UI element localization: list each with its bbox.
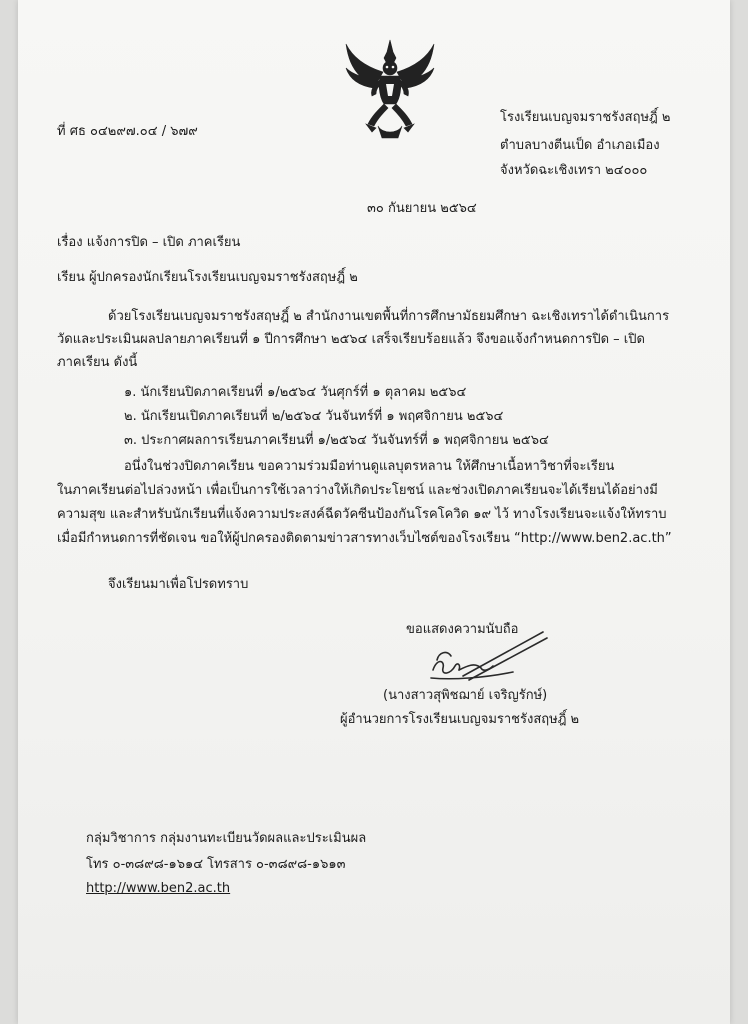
reference-number: ที่ ศธ ๐๔๒๙๗.๐๔ / ๖๗๙ [57, 124, 198, 139]
handwritten-signature [423, 630, 553, 690]
schedule-item: ๓. ประกาศผลการเรียนภาคเรียนที่ ๑/๒๕๖๔ วันจันทร์ที่ ๑ พฤศจิกายน ๒๕๖๔ [124, 433, 549, 448]
signatory-position: ผู้อำนวยการโรงเรียนเบญจมราชรังสฤษฎิ์ ๒ [340, 712, 580, 727]
letter-page [18, 0, 730, 1024]
address-line-2: จังหวัดฉะเชิงเทรา ๒๔๐๐๐ [500, 163, 648, 178]
paragraph-1-line: วัดและประเมินผลปลายภาคเรียนที่ ๑ ปีการศึกษา ๒๕๖๔ เสร็จเรียบร้อยแล้ว จึงขอแจ้งกำหนดการปิด – เปิด [57, 332, 645, 347]
schedule-item: ๑. นักเรียนปิดภาคเรียนที่ ๑/๒๕๖๔ วันศุกร์ที่ ๑ ตุลาคม ๒๕๖๔ [124, 385, 467, 400]
paragraph-1-line: ภาคเรียน ดังนี้ [57, 355, 138, 370]
address-line-1: ตำบลบางตีนเป็ด อำเภอเมือง [500, 138, 660, 153]
garuda-emblem-icon [340, 38, 440, 140]
letter-date: ๓๐ กันยายน ๒๕๖๔ [367, 201, 477, 216]
signatory-name: (นางสาวสุพิชฌาย์ เจริญรักษ์) [383, 688, 548, 703]
closing-line: จึงเรียนมาเพื่อโปรดทราบ [108, 577, 249, 592]
subject-line: เรื่อง แจ้งการปิด – เปิด ภาคเรียน [57, 235, 241, 250]
paragraph-1-line: ด้วยโรงเรียนเบญจมราชรังสฤษฎิ์ ๒ สำนักงานเขตพื้นที่การศึกษามัธยมศึกษา ฉะเชิงเทราได้ดำเนินการ [108, 309, 670, 324]
phone-line: โทร ๐-๓๘๙๘-๑๖๑๔ โทรสาร ๐-๓๘๙๘-๑๖๑๓ [86, 857, 346, 872]
paragraph-2-line: อนึ่งในช่วงปิดภาคเรียน ขอความร่วมมือท่านดูแลบุตรหลาน ให้ศึกษาเนื้อหาวิชาที่จะเรียน [124, 459, 615, 474]
schedule-item: ๒. นักเรียนเปิดภาคเรียนที่ ๒/๒๕๖๔ วันจันทร์ที่ ๑ พฤศจิกายน ๒๕๖๔ [124, 409, 504, 424]
website-link[interactable]: http://www.ben2.ac.th [86, 881, 231, 896]
department-line: กลุ่มวิชาการ กลุ่มงานทะเบียนวัดผลและประเมินผล [86, 831, 367, 846]
paragraph-2-line: ในภาคเรียนต่อไปล่วงหน้า เพื่อเป็นการใช้เวลาว่างให้เกิดประโยชน์ และช่วงเปิดภาคเรียนจะได้เรียนได้อย่างมี [57, 483, 658, 498]
paragraph-2-line: เมื่อมีกำหนดการที่ชัดเจน ขอให้ผู้ปกครองติดตามข่าวสารทางเว็บไซต์ของโรงเรียน “http://www.ben2.ac.th” [57, 531, 672, 546]
regards-line: ขอแสดงความนับถือ [406, 622, 519, 637]
paragraph-2-line: ความสุข และสำหรับนักเรียนที่แจ้งความประสงค์ฉีดวัคซีนป้องกันโรคโควิด ๑๙ ไว้ ทางโรงเรียนจะแจ้งให้ทราบ [57, 507, 667, 522]
salutation-line: เรียน ผู้ปกครองนักเรียนโรงเรียนเบญจมราชรังสฤษฎิ์ ๒ [57, 270, 358, 285]
school-name: โรงเรียนเบญจมราชรังสฤษฎิ์ ๒ [500, 110, 671, 125]
